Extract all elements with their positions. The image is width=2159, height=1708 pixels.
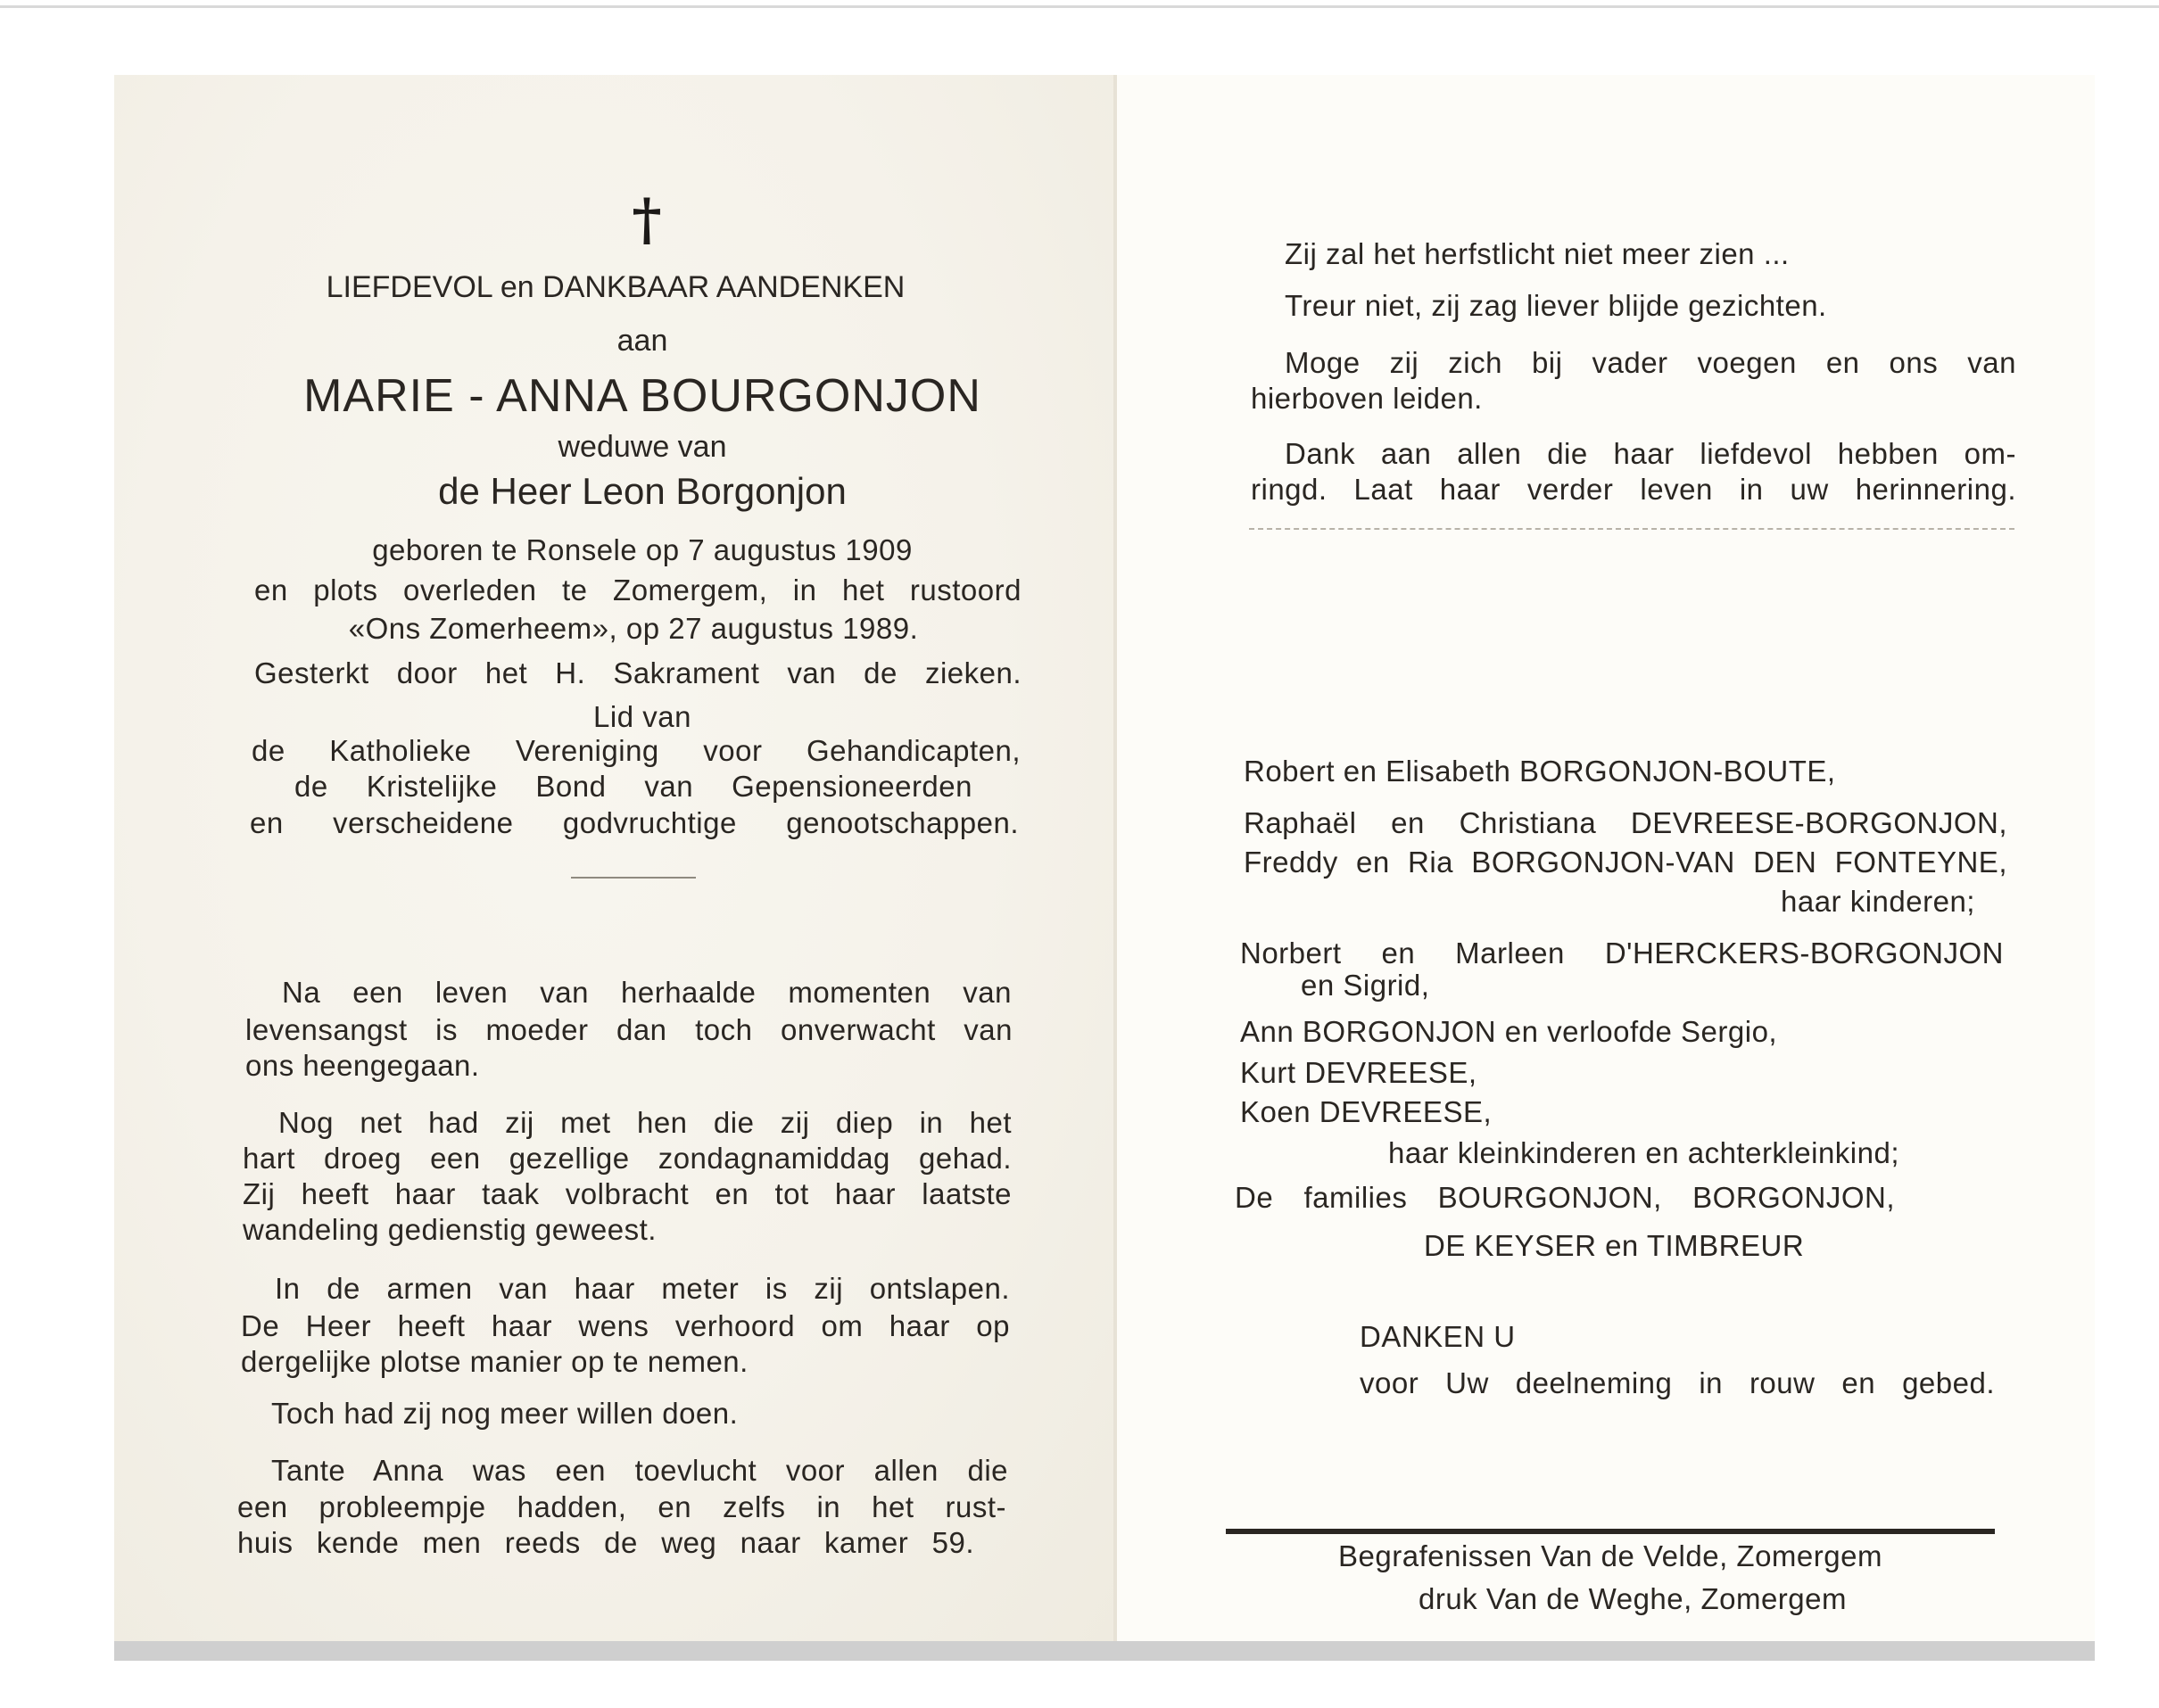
family-line-1: Robert en Elisabeth BORGONJON-BOUTE,	[1244, 755, 1836, 788]
member-line-2: de Kristelijke Bond van Gepensioneerden	[294, 770, 972, 803]
family-line-7: Ann BORGONJON en verloofde Sergio,	[1240, 1015, 1778, 1048]
family-line-8: Kurt DEVREESE,	[1240, 1056, 1477, 1089]
card-fold	[1113, 75, 1117, 1641]
poem-line-5: Dank aan allen die haar liefdevol hebben om-	[1285, 437, 2016, 470]
aan-label: aan	[616, 324, 668, 358]
sacrament-line: Gesterkt door het H. Sakrament van de zieken.	[254, 656, 1022, 689]
poem-line-6: ringd. Laat haar verder leven in uw herinnering.	[1251, 473, 2016, 506]
family-line-9: Koen DEVREESE,	[1240, 1095, 1493, 1128]
para3-line-1: In de armen van haar meter is zij ontslapen.	[275, 1272, 1010, 1305]
birth-line-3: «Ons Zomerheem», op 27 augustus 1989.	[348, 612, 919, 645]
para4-line-1: Toch had zij nog meer willen doen.	[271, 1397, 739, 1430]
thanks-title: DANKEN U	[1360, 1320, 1516, 1353]
family-line-4: haar kinderen;	[1781, 885, 1975, 918]
footer-printer: druk Van de Weghe, Zomergem	[1418, 1582, 1847, 1615]
family-line-12: DE KEYSER en TIMBREUR	[1424, 1229, 1805, 1262]
para2-line-4: wandeling gedienstig geweest.	[243, 1213, 657, 1246]
member-line-3: en verscheidene godvruchtige genootschappen.	[250, 806, 1019, 839]
footer-funeral-home: Begrafenissen Van de Velde, Zomergem	[1338, 1539, 1882, 1572]
poem-line-2: Treur niet, zij zag liever blijde gezichten.	[1285, 289, 1827, 322]
para1-line-3: ons heengegaan.	[245, 1049, 480, 1082]
para5-line-1: Tante Anna was een toevlucht voor allen die	[271, 1454, 1008, 1487]
para1-line-1: Na een leven van herhaalde momenten van	[282, 976, 1012, 1009]
para5-line-3: huis kende men reeds de weg naar kamer 59.	[237, 1526, 974, 1559]
husband-name: de Heer Leon Borgonjon	[438, 470, 847, 512]
family-line-5: Norbert en Marleen D'HERCKERS-BORGONJON	[1240, 937, 2004, 970]
birth-line-2: en plots overleden te Zomergem, in het rustoord	[254, 573, 1022, 606]
lid-van-label: Lid van	[593, 700, 691, 733]
para3-line-3: dergelijke plotse manier op te nemen.	[241, 1345, 749, 1378]
para1-line-2: levensangst is moeder dan toch onverwacht van	[245, 1013, 1013, 1046]
weduwe-van-label: weduwe van	[558, 430, 727, 464]
right-dashed-divider	[1249, 528, 2014, 530]
thanks-text: voor Uw deelneming in rouw en gebed.	[1360, 1366, 1995, 1399]
member-line-1: de Katholieke Vereniging voor Gehandicapten,	[252, 734, 1021, 767]
deceased-name: MARIE - ANNA BOURGONJON	[303, 370, 981, 422]
family-line-3: Freddy en Ria BORGONJON-VAN DEN FONTEYNE,	[1244, 846, 2007, 879]
para2-line-1: Nog net had zij met hen die zij diep in het	[278, 1106, 1012, 1139]
heading: LIEFDEVOL en DANKBAAR AANDENKEN	[326, 270, 906, 304]
family-line-2: Raphaël en Christiana DEVREESE-BORGONJON,	[1244, 806, 2007, 839]
family-line-11: De families BOURGONJON, BORGONJON,	[1235, 1181, 1895, 1214]
para2-line-2: hart droeg een gezellige zondagnamiddag gehad.	[243, 1142, 1012, 1175]
birth-line-1: geboren te Ronsele op 7 augustus 1909	[372, 533, 913, 566]
para5-line-2: een probleempje hadden, en zelfs in het rust-	[237, 1490, 1006, 1523]
footer-rule	[1226, 1529, 1995, 1534]
family-line-10: haar kleinkinderen en achterkleinkind;	[1388, 1136, 1900, 1169]
para2-line-3: Zij heeft haar taak volbracht en tot haar laatste	[243, 1177, 1012, 1210]
para3-line-2: De Heer heeft haar wens verhoord om haar op	[241, 1309, 1010, 1342]
left-divider	[571, 877, 696, 879]
scan-edge-line	[0, 5, 2159, 8]
poem-line-3: Moge zij zich bij vader voegen en ons van	[1285, 346, 2016, 379]
cross-icon: †	[632, 186, 662, 253]
family-line-6: en Sigrid,	[1301, 969, 1430, 1002]
poem-line-1: Zij zal het herfstlicht niet meer zien ...	[1285, 237, 1790, 270]
poem-line-4: hierboven leiden.	[1251, 382, 1483, 415]
